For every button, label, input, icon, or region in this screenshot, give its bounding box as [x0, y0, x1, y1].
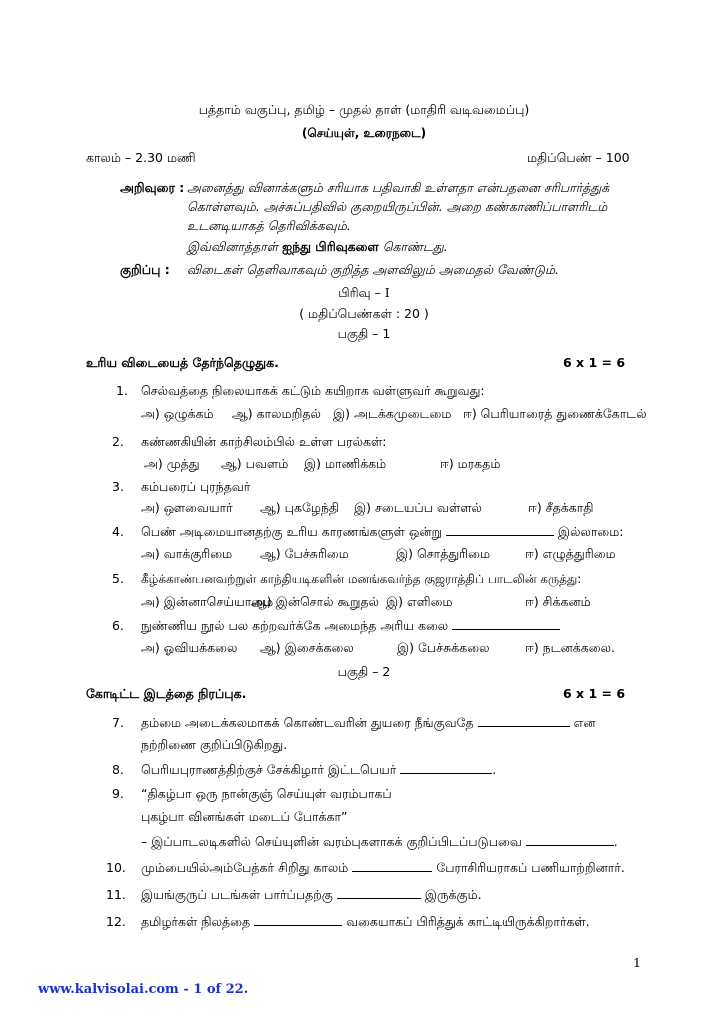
option: இ) எளிமை [386, 594, 453, 609]
part2-instruction: கோடிட்ட இடத்தை நிரப்புக. [86, 686, 247, 701]
option: இ) சொத்துரிமை [396, 546, 491, 561]
part1-title: பகுதி – 1 [337, 326, 391, 341]
question-number: 2. [112, 434, 124, 449]
question-text: தமிழர்கள் நிலத்தை வகையாகப் பிரித்துக் காட்டியிருக்கிறார்கள். [141, 914, 590, 929]
question-text: மும்பையில்அம்பேத்கர் சிறிது காலம் பேராசிரியராகப் பணியாற்றினார். [141, 860, 625, 875]
section-marks: ( மதிப்பெண்கள் : 20 ) [299, 306, 429, 321]
option: ஈ) பெரியாரைத் துணைக்கோடல் [463, 406, 647, 421]
question-text: கீழ்க்காண்பனவற்றுள் காந்தியடிகளின் மனங்கவர்ந்த குஜராத்திப் பாடலின் கருத்து: [141, 572, 582, 586]
question-text: தம்மை அடைக்கலமாகக் கொண்டவரின் துயரை நீங்குவதே என [141, 715, 596, 730]
option: ஈ) நடனக்கலை. [525, 640, 615, 655]
part1-instruction: உரிய விடையைத் தேர்ந்தெழுதுக. [86, 355, 279, 370]
option: ஈ) சிக்கனம் [525, 594, 591, 609]
question-number: 3. [112, 479, 124, 494]
question-number: 7. [112, 715, 124, 730]
question-number: 6. [112, 618, 124, 633]
instruction-line-1: அனைத்து வினாக்களும் சரியாக பதிவாகி உள்ளதா என்பதனை சரிபார்த்துக் [187, 180, 610, 195]
instruction-line-3: உடனடியாகத் தெரிவிக்கவும். [187, 218, 351, 233]
verse-line-1: “திகழ்பா ஒரு நான்குஞ் செய்யுள் வரம்பாகப் [141, 786, 392, 801]
question-number: 11. [106, 887, 126, 902]
instructions-label: அறிவுரை : [120, 180, 185, 195]
option: ஆ) புகழேந்தி [260, 500, 340, 515]
option: ஆ) இசைக்கலை [260, 640, 354, 655]
option: இ) சடையப்ப வள்ளல் [354, 500, 482, 515]
option: ஈ) மரகதம் [440, 456, 501, 471]
option: இ) மாணிக்கம் [304, 456, 387, 471]
question-number: 10. [106, 860, 126, 875]
option: ஆ) இன்சொல் கூறுதல் [251, 594, 379, 609]
instruction-line-4: இவ்வினாத்தாள் ஐந்து பிரிவுகளை கொண்டது. [187, 239, 448, 254]
question-number: 9. [112, 786, 124, 801]
part2-title: பகுதி – 2 [337, 664, 391, 679]
exam-title: பத்தாம் வகுப்பு, தமிழ் – முதல் தாள் (மாதிரி வடிவமைப்பு) [198, 102, 530, 117]
question-number: 5. [112, 571, 124, 586]
question-number: 12. [106, 914, 126, 929]
option: அ) ஒழுக்கம் [141, 406, 214, 421]
section-title: பிரிவு – I [338, 285, 390, 300]
answer-blank[interactable] [452, 618, 560, 630]
option: ஈ) சீதக்காதி [528, 500, 594, 515]
option: ஆ) பவளம் [221, 456, 289, 471]
exam-subtitle: (செய்யுள், உரைநடை) [301, 126, 427, 140]
question-number: 1. [116, 383, 128, 398]
part1-score: 6 x 1 = 6 [563, 355, 626, 370]
question-text: நுண்ணிய நூல் பல கற்றவர்க்கே அமைந்த அரிய கலை [141, 618, 560, 634]
option: அ) ஔவையார் [141, 500, 233, 515]
question-text: கம்பரைப் புரந்தவர் [141, 479, 251, 494]
verse-line-2: புகழ்பா வினங்கள் மடைப் போக்கா” [141, 809, 348, 824]
note-label: குறிப்பு : [120, 262, 170, 277]
answer-blank[interactable] [337, 887, 421, 899]
answer-blank[interactable] [526, 834, 614, 846]
option: இ) பேச்சுக்கலை [397, 640, 490, 655]
marks-label: மதிப்பெண் – 100 [527, 150, 630, 165]
answer-blank[interactable] [352, 860, 432, 872]
part2-score: 6 x 1 = 6 [563, 686, 626, 701]
answer-blank[interactable] [478, 715, 570, 727]
option: அ) ஓவியக்கலை [141, 640, 238, 655]
option: அ) இன்னாசெய்யாமை [141, 594, 274, 609]
instruction-line-2: கொள்ளவும். அச்சுப்பதிவில் குறையிருப்பின். அறை கண்காணிப்பாளரிடம் [187, 199, 608, 214]
note-text: விடைகள் தெளிவாகவும் குறித்த அளவிலும் அமைதல் வேண்டும். [187, 262, 559, 277]
question-text-continued: நற்றிணை குறிப்பிடுகிறது. [141, 737, 288, 752]
source-link[interactable]: www.kalvisolai.com - 1 of 22. [38, 982, 249, 997]
option: ஈ) எழுத்துரிமை [525, 546, 616, 561]
option: அ) முத்து [144, 456, 200, 471]
question-text: இயங்குருப் படங்கள் பார்ப்பதற்கு இருக்கும். [141, 887, 482, 902]
question-text: பெண் அடிமையானதற்கு உரிய காரணங்களுள் ஒன்று இல்லாமை: [141, 524, 624, 539]
answer-blank[interactable] [400, 762, 492, 774]
page-number: 1 [633, 955, 641, 970]
answer-blank[interactable] [446, 524, 554, 536]
time-label: காலம் – 2.30 மணி [86, 150, 196, 165]
question-text: கண்ணகியின் காற்சிலம்பில் உள்ள பரல்கள்: [141, 434, 387, 449]
option: இ) அடக்கமுடைமை [333, 406, 452, 421]
question-text: பெரியபுராணத்திற்குச் சேக்கிழார் இட்டபெயர் . [141, 762, 497, 777]
question-number: 4. [112, 524, 124, 539]
question-text: செல்வத்தை நிலையாகக் கட்டும் கயிறாக வள்ளுவர் கூறுவது: [141, 383, 485, 398]
question-number: 8. [112, 762, 124, 777]
question-text: – இப்பாடலடிகளில் செய்யுளின் வரம்புகளாகக் குறிப்பிடப்படுபவை . [141, 834, 618, 849]
option: அ) வாக்குரிமை [141, 546, 233, 561]
option: ஆ) காலமறிதல் [232, 406, 321, 421]
answer-blank[interactable] [254, 914, 342, 926]
option: ஆ) பேச்சுரிமை [260, 546, 349, 561]
